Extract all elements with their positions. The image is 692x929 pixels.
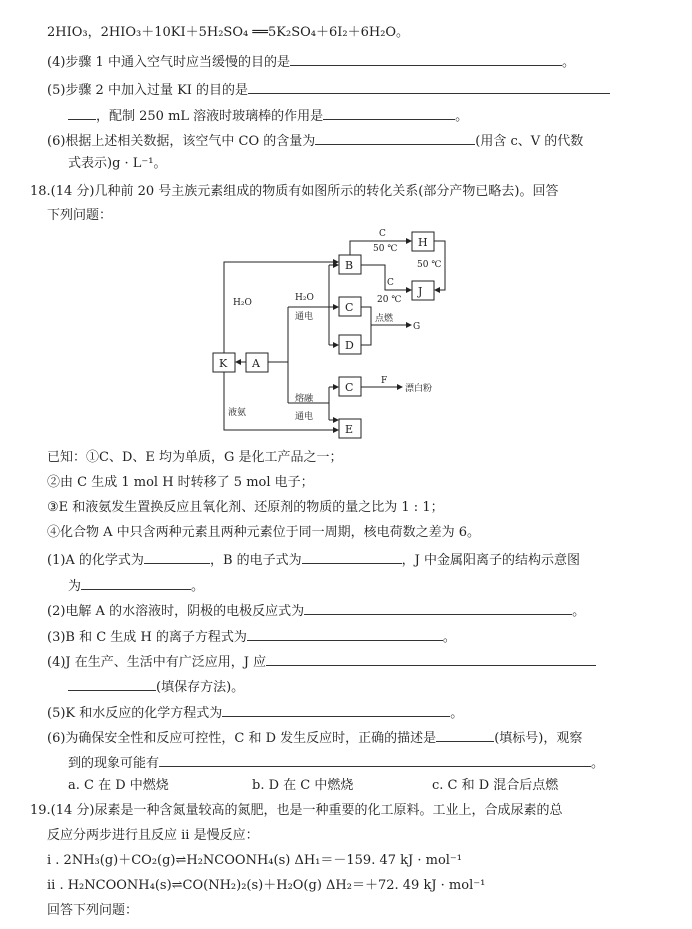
q19-intro-1: 19.(14 分)尿素是一种含氮量较高的氮肥，也是一种重要的化工原料。工业上，合成尿素的总 <box>30 803 563 818</box>
q18-part2 <box>47 601 585 621</box>
node-J-box <box>412 281 434 300</box>
label-molten: 熔融 <box>295 394 314 404</box>
label-20c: 20 ℃ <box>377 295 402 305</box>
q17-part5b <box>68 106 468 126</box>
q18-known-2: ②由 C 生成 1 mol H 时转移了 5 mol 电子； <box>47 475 314 490</box>
label-G: G <box>413 322 421 332</box>
label-50c: 50 ℃ <box>373 244 398 254</box>
q18-option-a[interactable]: a. C 在 D 中燃烧 <box>68 778 169 793</box>
q18-p1b-text: ，B 的电子式为 <box>209 553 302 568</box>
answer-blank[interactable] <box>68 106 96 120</box>
q17-p6a-text: (6)根据上述相关数据，该空气中 CO 的含量为 <box>47 134 316 149</box>
answer-blank[interactable] <box>302 550 402 564</box>
period: 。 <box>450 706 464 721</box>
node-B: B <box>345 259 354 272</box>
node-D: D <box>345 339 354 352</box>
period: 。 <box>572 604 586 619</box>
answer-blank[interactable] <box>81 576 191 590</box>
node-A: A <box>252 357 260 370</box>
answer-blank[interactable] <box>315 131 475 145</box>
q18-part1d <box>68 576 204 596</box>
label-50c-right: 50 ℃ <box>417 260 442 270</box>
q18-part1 <box>47 550 580 570</box>
label-electrolysis-1: 通电 <box>295 312 314 322</box>
q18-p6c-text: 到的现象可能有 <box>68 756 160 771</box>
q17-p5a-text: (5)步骤 2 中加入过量 KI 的目的是 <box>47 83 249 98</box>
q17-p4-text: (4)步骤 1 中通入空气时应当缓慢的目的是 <box>47 55 290 70</box>
q18-part6c <box>68 753 604 773</box>
label-liquid-ammonia: 液氨 <box>228 408 247 418</box>
answer-blank[interactable] <box>144 550 210 564</box>
answer-blank[interactable] <box>323 106 455 120</box>
q18-option-c[interactable]: c. C 和 D 混合后点燃 <box>432 778 559 793</box>
label-ignite: 点燃 <box>375 314 394 324</box>
answer-blank[interactable] <box>304 601 572 615</box>
answer-blank[interactable] <box>68 677 156 691</box>
period: 。 <box>442 630 456 645</box>
q18-p4b-text: (填保存方法)。 <box>156 680 245 695</box>
q18-known-4: ④化合物 A 中只含两种元素且两种元素位于同一周期，核电荷数之差为 6。 <box>47 525 481 540</box>
label-h2o-left: H₂O <box>233 298 252 308</box>
top-equation: 2HIO₃，2HIO₃＋10KI＋5H₂SO₄ ══5K₂SO₄＋6I₂＋6H₂O。 <box>47 25 410 40</box>
answer-blank[interactable] <box>247 627 443 641</box>
answer-blank[interactable] <box>159 753 591 767</box>
q18-p6b-text: (填标号)，观察 <box>494 731 583 746</box>
label-F: F <box>381 376 388 386</box>
q18-p3-text: (3)B 和 C 生成 H 的离子方程式为 <box>47 630 247 645</box>
q18-p1d-text: 为 <box>68 579 82 594</box>
q18-p2-text: (2)电解 A 的水溶液时，阴极的电极反应式为 <box>47 604 305 619</box>
q17-part6 <box>47 131 583 151</box>
node-C-upper: C <box>345 301 354 314</box>
node-C-lower: C <box>345 381 354 394</box>
q19-reaction-1: i . 2NH₃(g)＋CO₂(g)⇌H₂NCOONH₄(s) ΔH₁＝－159. 47 kJ · mol⁻¹ <box>47 853 463 868</box>
conversion-diagram <box>205 225 465 447</box>
q18-intro-1: 18.(14 分)几种前 20 号主族元素组成的物质有如图所示的转化关系(部分产物已略去)。回答 <box>30 184 559 199</box>
q18-option-b[interactable]: b. D 在 C 中燃烧 <box>252 778 354 793</box>
q18-part5 <box>47 703 463 723</box>
node-E: E <box>345 423 354 436</box>
q18-part3 <box>47 627 456 647</box>
q18-intro-2: 下列问题： <box>47 208 113 223</box>
q18-part4 <box>47 652 596 672</box>
period: 。 <box>591 756 605 771</box>
q18-p5-text: (5)K 和水反应的化学方程式为 <box>47 706 223 721</box>
label-c-mid: C <box>387 278 394 288</box>
q19-reaction-2: ii . H₂NCOONH₄(s)⇌CO(NH₂)₂(s)＋H₂O(g) ΔH₂＝＋72. 49 kJ · mol⁻¹ <box>47 878 486 893</box>
q19-prompt: 回答下列问题： <box>47 903 139 918</box>
label-c-top: C <box>379 229 386 239</box>
node-H: H <box>418 236 428 249</box>
answer-blank[interactable] <box>266 652 596 666</box>
q18-p6a-text: (6)为确保安全性和反应可控性，C 和 D 发生反应时，正确的描述是 <box>47 731 437 746</box>
answer-blank[interactable] <box>290 52 562 66</box>
answer-blank[interactable] <box>222 703 450 717</box>
q17-part4 <box>47 52 575 72</box>
q19-intro-2: 反应分两步进行且反应 ii 是慢反应： <box>47 828 259 843</box>
q17-p5b-text: ，配制 250 mL 溶液时玻璃棒的作用是 <box>96 109 324 124</box>
q17-part6c: 式表示)g · L⁻¹。 <box>68 156 167 171</box>
label-bleaching-powder: 漂白粉 <box>405 384 433 394</box>
node-J: J <box>418 285 423 298</box>
period: 。 <box>561 55 575 70</box>
q17-p6b-text: (用含 c、V 的代数 <box>475 134 584 149</box>
node-K: K <box>219 357 228 370</box>
answer-blank[interactable] <box>248 80 610 94</box>
q18-p1c-text: ，J 中金属阳离子的结构示意图 <box>401 553 580 568</box>
q18-part4b <box>68 677 244 697</box>
label-electrolysis-2: 通电 <box>295 412 314 422</box>
label-h2o-top: H₂O <box>295 293 314 303</box>
q18-part6 <box>47 728 582 748</box>
q18-known-1: 已知：①C、D、E 均为单质，G 是化工产品之一； <box>47 450 343 465</box>
period: 。 <box>455 109 469 124</box>
answer-blank[interactable] <box>436 728 494 742</box>
q17-part5a <box>47 80 610 100</box>
q18-p1a-text: (1)A 的化学式为 <box>47 553 144 568</box>
q18-known-3: ③E 和液氨发生置换反应且氧化剂、还原剂的物质的量之比为 1 : 1； <box>47 500 444 515</box>
period: 。 <box>191 579 205 594</box>
q18-p4a-text: (4)J 在生产、生活中有广泛应用，J 应 <box>47 655 267 670</box>
